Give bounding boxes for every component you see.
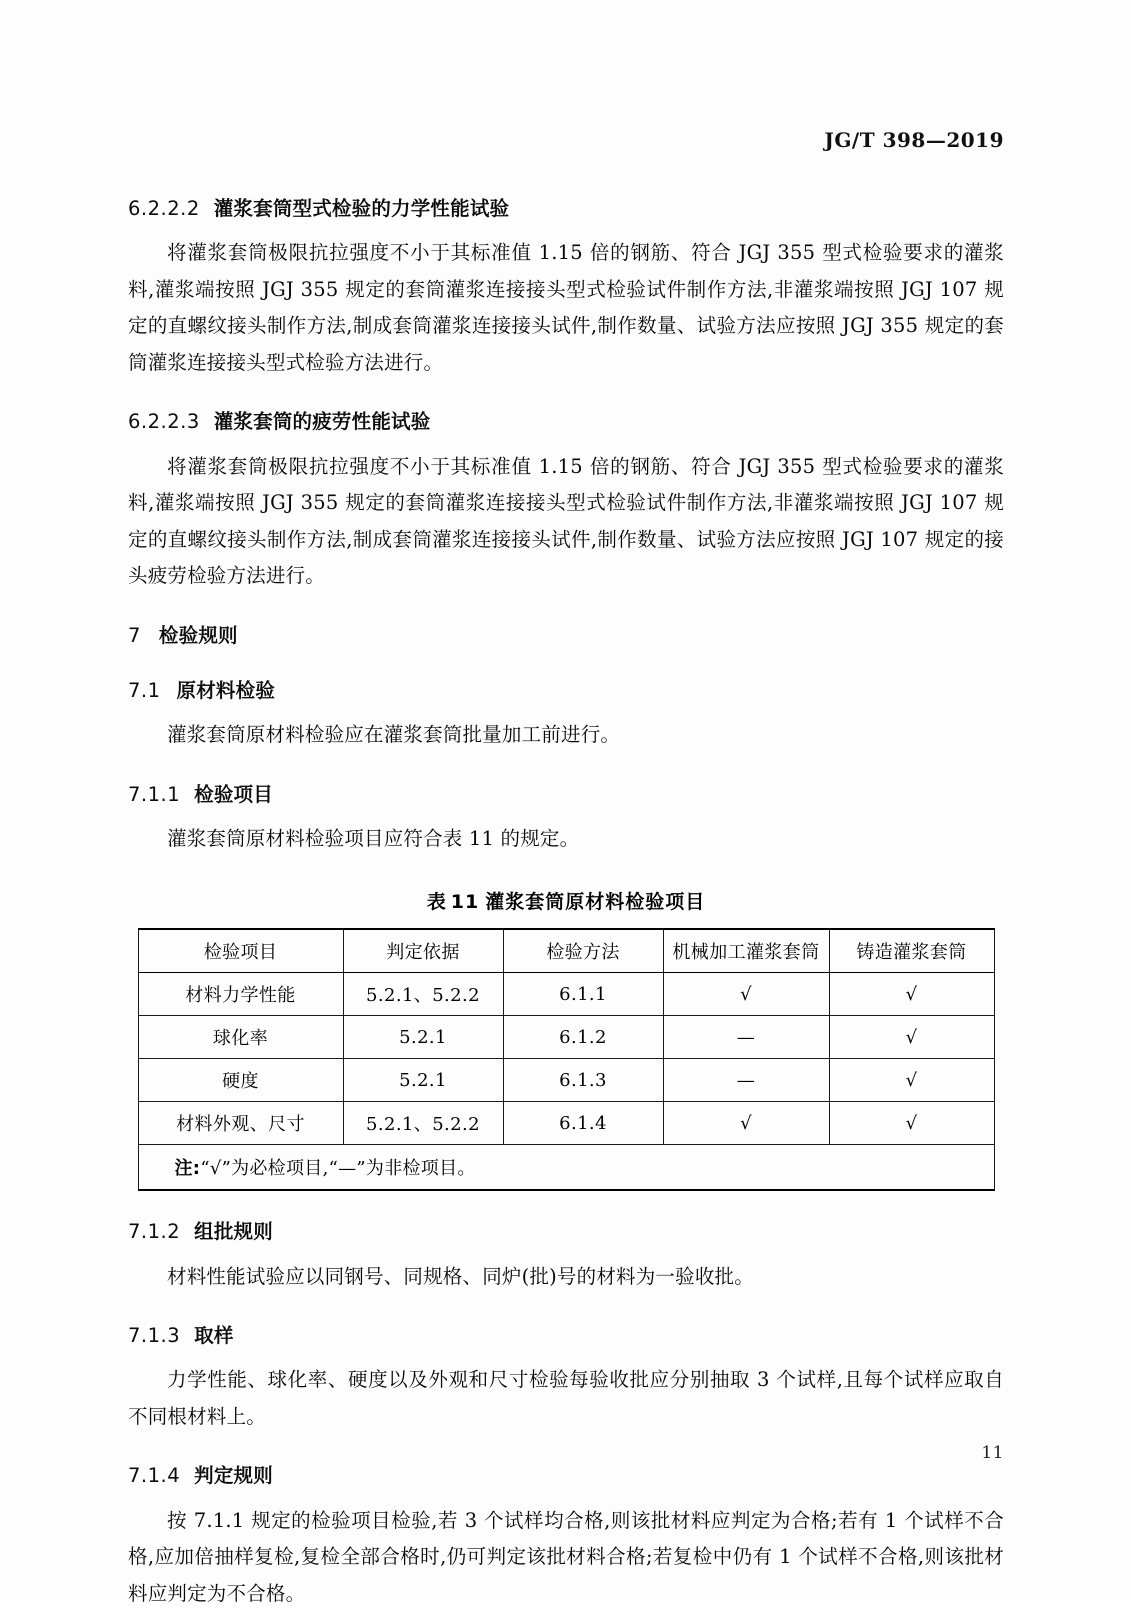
cell-judgement-basis: 5.2.1 bbox=[343, 1016, 503, 1059]
table-note-row bbox=[138, 1145, 994, 1191]
heading-7-1-1 bbox=[128, 780, 1004, 809]
standard-number: JG/T 398—2019 bbox=[824, 128, 1004, 152]
clause-title: 灌浆套筒的疲劳性能试验 bbox=[213, 410, 431, 434]
table-note-label: 注: bbox=[174, 1158, 201, 1180]
heading-6-2-2-2 bbox=[128, 194, 1004, 223]
cell-inspection-item: 球化率 bbox=[138, 1016, 343, 1059]
paragraph-7-1: 灌浆套筒原材料检验应在灌浆套筒批量加工前进行。 bbox=[167, 723, 621, 746]
running-header bbox=[128, 128, 1004, 168]
cell-inspection-method: 6.1.1 bbox=[503, 973, 663, 1016]
clause-number: 7.1.3 bbox=[128, 1324, 181, 1347]
column-header-inspection-item: 检验项目 bbox=[138, 929, 343, 973]
column-header-machined-sleeve: 机械加工灌浆套筒 bbox=[663, 929, 829, 973]
clause-number: 7 bbox=[128, 623, 141, 647]
heading-7-1-3 bbox=[128, 1321, 1004, 1350]
table-caption-title: 灌浆套筒原材料检验项目 bbox=[485, 891, 706, 914]
table-row bbox=[138, 973, 994, 1016]
table-header bbox=[138, 929, 994, 973]
paragraph-7-1-2: 材料性能试验应以同钢号、同规格、同炉(批)号的材料为一验收批。 bbox=[167, 1264, 754, 1288]
cell-machined-sleeve: — bbox=[663, 1016, 829, 1059]
heading-7-1-4 bbox=[128, 1461, 1004, 1490]
cell-inspection-item: 材料外观、尺寸 bbox=[138, 1102, 343, 1145]
cell-cast-sleeve: √ bbox=[829, 973, 994, 1016]
table-row bbox=[138, 1059, 994, 1102]
cell-machined-sleeve: — bbox=[663, 1059, 829, 1102]
paragraph-7-1-3: 力学性能、球化率、硬度以及外观和尺寸检验每验收批应分别抽取 3 个试样,且每个试样应取自不同根材料上。 bbox=[128, 1368, 1004, 1428]
cell-machined-sleeve: √ bbox=[663, 1102, 829, 1145]
clause-title: 组批规则 bbox=[194, 1220, 273, 1244]
table-caption-number: 11 bbox=[450, 891, 480, 914]
table-11 bbox=[138, 928, 995, 1191]
cell-judgement-basis: 5.2.1、5.2.2 bbox=[343, 1102, 503, 1145]
cell-machined-sleeve: √ bbox=[663, 973, 829, 1016]
clause-number: 6.2.2.3 bbox=[128, 410, 200, 434]
clause-title: 原材料检验 bbox=[176, 678, 276, 702]
cell-judgement-basis: 5.2.1、5.2.2 bbox=[343, 973, 503, 1016]
clause-title: 检验规则 bbox=[158, 623, 238, 647]
cell-inspection-item: 材料力学性能 bbox=[138, 973, 343, 1016]
heading-7-1 bbox=[128, 676, 1004, 705]
table-row bbox=[138, 1102, 994, 1145]
clause-number: 7.1.1 bbox=[128, 782, 181, 806]
cell-cast-sleeve: √ bbox=[829, 1016, 994, 1059]
clause-title: 判定规则 bbox=[194, 1464, 273, 1488]
cell-inspection-method: 6.1.3 bbox=[503, 1059, 663, 1102]
clause-title: 灌浆套筒型式检验的力学性能试验 bbox=[213, 197, 510, 220]
table-note-text: “√”为必检项目,“—”为非检项目。 bbox=[200, 1158, 476, 1180]
paragraph-7-1-1: 灌浆套筒原材料检验项目应符合表 11 的规定。 bbox=[167, 826, 580, 850]
page-number: 11 bbox=[981, 1443, 1004, 1463]
cell-inspection-item: 硬度 bbox=[138, 1059, 343, 1102]
clause-title: 检验项目 bbox=[194, 782, 273, 806]
cell-cast-sleeve: √ bbox=[829, 1059, 994, 1102]
paragraph-6-2-2-2: 将灌浆套筒极限抗拉强度不小于其标准值 1.15 倍的钢筋、符合 JGJ 355 型式检验要求的灌浆料,灌浆端按照 JGJ 355 规定的套筒灌浆连接接头型式检验试件制作方法,非灌浆端按照 JGJ 107 规定的直螺纹接头制作方法,制成套筒灌浆连接接头试件,制作数量、试验方法应按照 JGJ 355 规定的套筒灌浆连接接头型式检验方法进行。 bbox=[128, 241, 1004, 374]
cell-judgement-basis: 5.2.1 bbox=[343, 1059, 503, 1102]
page-footer bbox=[128, 1443, 1004, 1463]
heading-7-1-2 bbox=[128, 1217, 1004, 1246]
page-content bbox=[128, 128, 1004, 1620]
table-caption-label: 表 bbox=[426, 891, 447, 914]
clause-number: 7.1 bbox=[128, 678, 161, 702]
heading-6-2-2-3 bbox=[128, 407, 1004, 436]
table-11-caption bbox=[128, 887, 1004, 914]
table-header-row bbox=[138, 929, 994, 973]
table-row bbox=[138, 1016, 994, 1059]
paragraph-7-1-4: 按 7.1.1 规定的检验项目检验,若 3 个试样均合格,则该批材料应判定为合格;若有 1 个试样不合格,应加倍抽样复检,复检全部合格时,仍可判定该批材料合格;若复检中仍有 1 个试样不合格,则该批材料应判定为不合格。 bbox=[128, 1508, 1004, 1605]
clause-number: 7.1.2 bbox=[128, 1220, 181, 1244]
cell-inspection-method: 6.1.2 bbox=[503, 1016, 663, 1059]
heading-7 bbox=[128, 621, 1004, 650]
paragraph-6-2-2-3: 将灌浆套筒极限抗拉强度不小于其标准值 1.15 倍的钢筋、符合 JGJ 355 型式检验要求的灌浆料,灌浆端按照 JGJ 355 规定的套筒灌浆连接接头型式检验试件制作方法,非灌浆端按照 JGJ 107 规定的直螺纹接头制作方法,制成套筒灌浆连接接头试件,制作数量、试验方法应按照 JGJ 107 规定的接头疲劳检验方法进行。 bbox=[128, 454, 1004, 587]
column-header-cast-sleeve: 铸造灌浆套筒 bbox=[829, 929, 994, 973]
table-body bbox=[138, 973, 994, 1191]
cell-inspection-method: 6.1.4 bbox=[503, 1102, 663, 1145]
column-header-judgement-basis: 判定依据 bbox=[343, 929, 503, 973]
clause-title: 取样 bbox=[194, 1324, 234, 1347]
clause-number: 6.2.2.2 bbox=[128, 197, 200, 220]
cell-cast-sleeve: √ bbox=[829, 1102, 994, 1145]
clause-number: 7.1.4 bbox=[128, 1464, 181, 1488]
column-header-inspection-method: 检验方法 bbox=[503, 929, 663, 973]
table-note-cell bbox=[138, 1145, 994, 1191]
